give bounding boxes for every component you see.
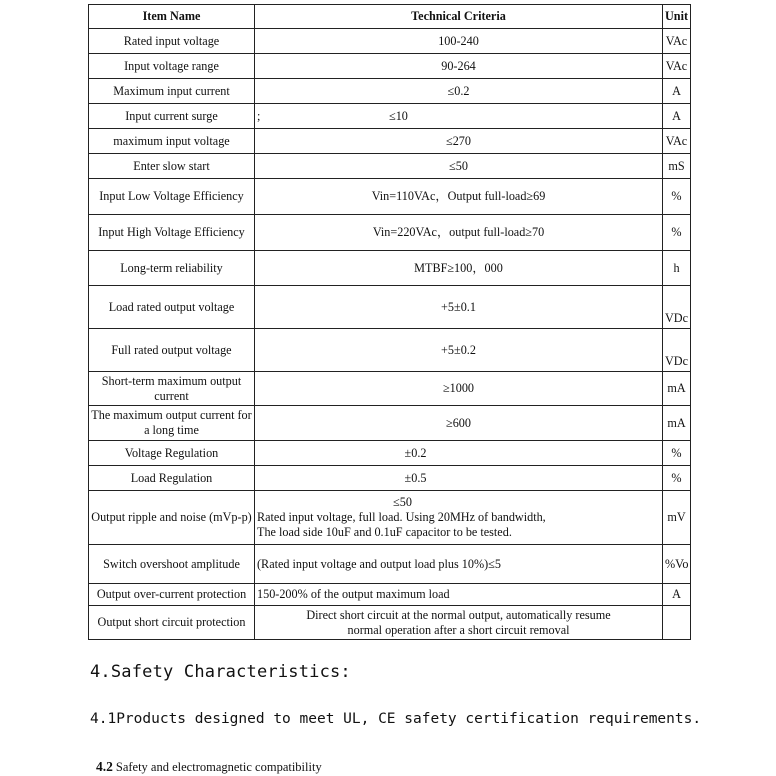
row-value: ≤50 bbox=[255, 154, 663, 179]
table-row bbox=[89, 606, 691, 640]
row-item: Output ripple and noise (mVp-p) bbox=[89, 491, 255, 545]
row-value: Vin=220VAc，output full-load≥70 bbox=[255, 215, 663, 251]
row-unit: A bbox=[663, 104, 691, 129]
row-item: Input voltage range bbox=[89, 54, 255, 79]
table-row bbox=[89, 286, 691, 329]
header-unit: Unit bbox=[663, 5, 691, 29]
table-row bbox=[89, 441, 691, 466]
section-4-2-number: 4.2 bbox=[96, 759, 113, 774]
row-item: Load Regulation bbox=[89, 466, 255, 491]
row-item: Load rated output voltage bbox=[89, 286, 255, 329]
table-row bbox=[89, 491, 691, 545]
row-value-text: ≤10 bbox=[389, 108, 408, 123]
row-unit: mV bbox=[663, 491, 691, 545]
table-row bbox=[89, 406, 691, 441]
row-value bbox=[255, 491, 663, 545]
row-unit: VAc bbox=[663, 54, 691, 79]
row-item: Input High Voltage Efficiency bbox=[89, 215, 255, 251]
row-item: Enter slow start bbox=[89, 154, 255, 179]
row-unit: A bbox=[663, 79, 691, 104]
row-item: Long-term reliability bbox=[89, 251, 255, 286]
header-technical-criteria: Technical Criteria bbox=[255, 5, 663, 29]
row-item: Voltage Regulation bbox=[89, 441, 255, 466]
section-4-2-heading bbox=[96, 759, 322, 775]
table-row bbox=[89, 104, 691, 129]
table-row bbox=[89, 154, 691, 179]
row-value: 150-200% of the output maximum load bbox=[255, 584, 663, 606]
row-unit: VDc bbox=[663, 329, 691, 372]
row-unit: % bbox=[663, 466, 691, 491]
row-item: Input Low Voltage Efficiency bbox=[89, 179, 255, 215]
row-item: Full rated output voltage bbox=[89, 329, 255, 372]
row-value-prefix: ; bbox=[257, 108, 261, 123]
row-unit: VAc bbox=[663, 129, 691, 154]
row-value-text: ±0.2 bbox=[404, 445, 427, 460]
table-row bbox=[89, 251, 691, 286]
table-header-row bbox=[89, 5, 691, 29]
row-unit: mA bbox=[663, 372, 691, 406]
table-row bbox=[89, 29, 691, 54]
row-item: Rated input voltage bbox=[89, 29, 255, 54]
table-row bbox=[89, 54, 691, 79]
row-value-line: Rated input voltage, full load. Using 20MHz of bandwidth, bbox=[257, 510, 546, 524]
table-row bbox=[89, 329, 691, 372]
row-item: Switch overshoot amplitude bbox=[89, 545, 255, 584]
row-value: +5±0.1 bbox=[255, 286, 663, 329]
row-value: ≤0.2 bbox=[255, 79, 663, 104]
row-value: ≤270 bbox=[255, 129, 663, 154]
row-value: ≥1000 bbox=[255, 372, 663, 406]
row-value: 90-264 bbox=[255, 54, 663, 79]
table-row bbox=[89, 215, 691, 251]
row-unit: mS bbox=[663, 154, 691, 179]
section-4-title: 4.Safety Characteristics: bbox=[90, 662, 351, 682]
row-unit: mA bbox=[663, 406, 691, 441]
row-value bbox=[255, 441, 663, 466]
table-row bbox=[89, 372, 691, 406]
row-value: 100-240 bbox=[255, 29, 663, 54]
row-value: Direct short circuit at the normal output, automatically resume normal operation after a short circuit removal bbox=[255, 606, 663, 640]
table-row bbox=[89, 466, 691, 491]
header-item-name: Item Name bbox=[89, 5, 255, 29]
row-value-line: ≤50 bbox=[393, 495, 412, 509]
table-row bbox=[89, 179, 691, 215]
row-unit: % bbox=[663, 215, 691, 251]
row-unit: %Vo bbox=[663, 545, 691, 584]
row-unit: VAc bbox=[663, 29, 691, 54]
row-item: The maximum output current for a long time bbox=[89, 406, 255, 441]
row-value: MTBF≥100，000 bbox=[255, 251, 663, 286]
row-unit: VDc bbox=[663, 286, 691, 329]
row-item: Output short circuit protection bbox=[89, 606, 255, 640]
row-value bbox=[255, 466, 663, 491]
spec-table bbox=[88, 4, 691, 640]
row-unit bbox=[663, 606, 691, 640]
table-row bbox=[89, 584, 691, 606]
row-value-line: The load side 10uF and 0.1uF capacitor to be tested. bbox=[257, 525, 512, 539]
section-4-2-text: Safety and electromagnetic compatibility bbox=[115, 760, 322, 774]
row-item: Maximum input current bbox=[89, 79, 255, 104]
row-value: +5±0.2 bbox=[255, 329, 663, 372]
row-value-text: ±0.5 bbox=[404, 470, 427, 485]
row-unit: % bbox=[663, 441, 691, 466]
table-row bbox=[89, 79, 691, 104]
row-item: Input current surge bbox=[89, 104, 255, 129]
row-item: Output over-current protection bbox=[89, 584, 255, 606]
row-value bbox=[255, 104, 663, 129]
table-row bbox=[89, 545, 691, 584]
row-item: Short-term maximum output current bbox=[89, 372, 255, 406]
row-unit: % bbox=[663, 179, 691, 215]
row-value: ≥600 bbox=[255, 406, 663, 441]
section-4-1-text: 4.1Products designed to meet UL, CE safety certification requirements. bbox=[90, 711, 702, 727]
row-unit: h bbox=[663, 251, 691, 286]
row-item: maximum input voltage bbox=[89, 129, 255, 154]
table-row bbox=[89, 129, 691, 154]
row-unit: A bbox=[663, 584, 691, 606]
row-value: (Rated input voltage and output load plus 10%)≤5 bbox=[255, 545, 663, 584]
row-value: Vin=110VAc，Output full-load≥69 bbox=[255, 179, 663, 215]
